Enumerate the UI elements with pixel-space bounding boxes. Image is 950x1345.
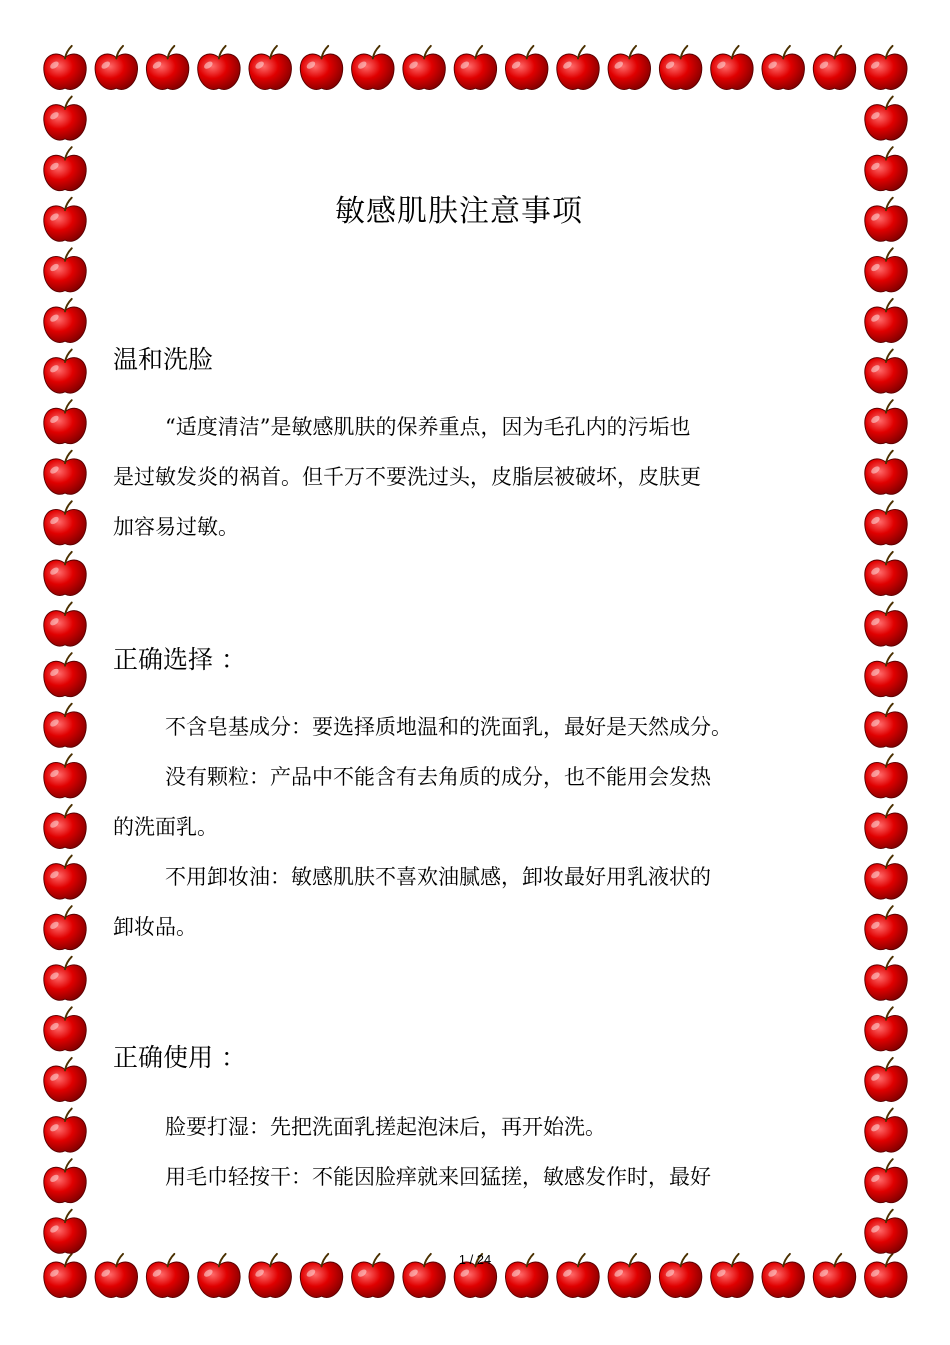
apple-icon [44, 501, 86, 545]
apple-icon [865, 603, 907, 647]
apple-icon [44, 805, 86, 849]
apple-icon [865, 704, 907, 748]
text-line: 加容易过敏。 [113, 515, 239, 539]
apple-icon [44, 856, 86, 900]
apple-icon [44, 1058, 86, 1102]
apple-icon [44, 957, 86, 1001]
apple-icon [608, 46, 650, 90]
apple-icon [865, 552, 907, 596]
apple-icon [711, 46, 753, 90]
apple-icon [505, 46, 547, 90]
text-line: 脸要打湿：先把洗面乳搓起泡沫后，再开始洗。 [165, 1115, 606, 1139]
apple-icon [300, 46, 342, 90]
apple-icon [44, 46, 86, 90]
text-line: “适度清洁”是敏感肌肤的保养重点，因为毛孔内的污垢也 [165, 415, 691, 439]
text-line: 卸妆品。 [113, 915, 197, 939]
section-heading-correct-use: 正确使用 ： [113, 1043, 246, 1072]
apple-icon [865, 147, 907, 191]
apple-icon [865, 400, 907, 444]
paragraph-correct-use [113, 1102, 773, 1202]
apple-icon [44, 400, 86, 444]
apple-icon [865, 501, 907, 545]
apple-icon [865, 46, 907, 90]
apple-icon [865, 1007, 907, 1051]
apple-icon [865, 1058, 907, 1102]
apple-icon [44, 299, 86, 343]
apple-icon [403, 46, 445, 90]
text-line: 没有颗粒：产品中不能含有去角质的成分，也不能用会发热 [165, 765, 711, 789]
apple-icon [95, 46, 137, 90]
apple-icon [865, 856, 907, 900]
apple-icon [44, 754, 86, 798]
apple-icon [557, 46, 599, 90]
apple-icon [44, 248, 86, 292]
section-heading-correct-choice: 正确选择 ： [113, 645, 246, 674]
apple-icon [44, 653, 86, 697]
apple-icon [865, 754, 907, 798]
apple-icon [44, 97, 86, 141]
apple-icon [352, 46, 394, 90]
apple-icon [865, 451, 907, 495]
apple-icon [865, 299, 907, 343]
apple-icon [198, 46, 240, 90]
apple-icon [865, 653, 907, 697]
apple-icon [762, 46, 804, 90]
text-line: 用毛巾轻按干：不能因脸痒就来回猛搓，敏感发作时，最好 [165, 1165, 711, 1189]
apple-icon [865, 97, 907, 141]
text-line: 不含皂基成分：要选择质地温和的洗面乳，最好是天然成分。 [165, 715, 732, 739]
apple-icon [44, 552, 86, 596]
apple-icon [146, 46, 188, 90]
apple-icon [865, 1109, 907, 1153]
paragraph-correct-choice [113, 702, 773, 952]
apple-icon [44, 1007, 86, 1051]
apple-icon [44, 1210, 86, 1254]
apple-icon [865, 350, 907, 394]
apple-icon [813, 46, 855, 90]
apple-icon [44, 1109, 86, 1153]
text-line: 的洗面乳。 [113, 815, 218, 839]
apple-icon [865, 805, 907, 849]
text-line: 是过敏发炎的祸首。但千万不要洗过头，皮脂层被破坏，皮肤更 [113, 465, 701, 489]
apple-icon [865, 957, 907, 1001]
apple-icon [865, 906, 907, 950]
page-number: 1 / 24 [458, 1252, 492, 1267]
apple-icon [249, 46, 291, 90]
text-line: 不用卸妆油：敏感肌肤不喜欢油腻感，卸妆最好用乳液状的 [165, 865, 711, 889]
apple-icon [44, 603, 86, 647]
apple-icon [865, 1210, 907, 1254]
apple-icon [865, 248, 907, 292]
apple-icon [659, 46, 701, 90]
paragraph-gentle-wash [113, 402, 773, 552]
apple-icon [44, 350, 86, 394]
apple-icon [44, 147, 86, 191]
apple-icon [865, 1159, 907, 1203]
apple-icon [454, 46, 496, 90]
apple-icon [44, 451, 86, 495]
apple-icon [44, 906, 86, 950]
page-title: 敏感肌肤注意事项 [335, 194, 583, 229]
apple-icon [44, 704, 86, 748]
section-heading-gentle-wash: 温和洗脸 [113, 345, 214, 374]
apple-icon [44, 1159, 86, 1203]
